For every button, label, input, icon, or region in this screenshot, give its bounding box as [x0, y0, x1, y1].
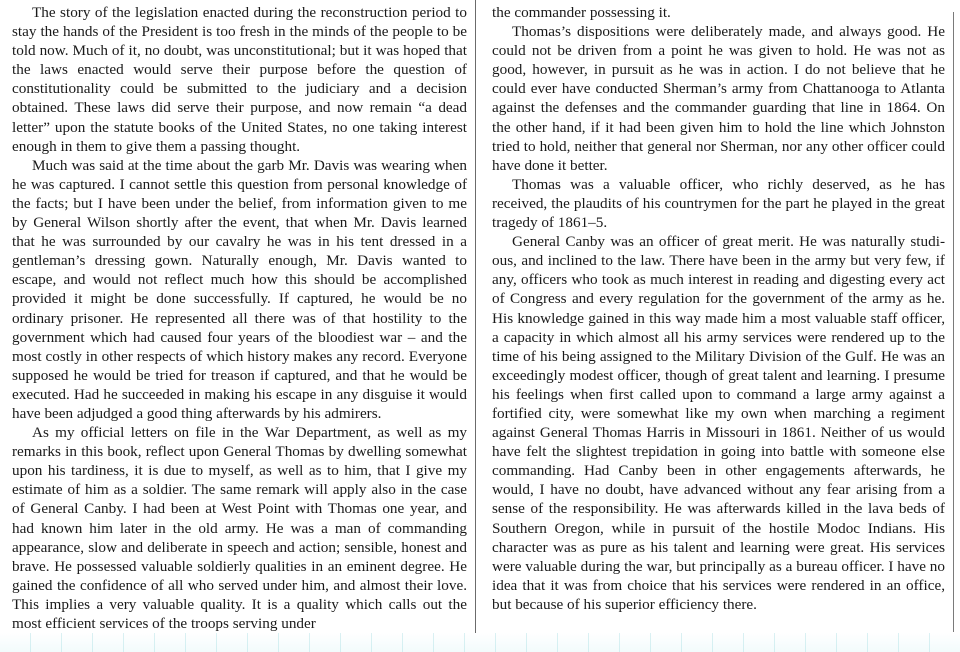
paragraph-thomas-dispositions: Thomas’s dispositions were deliberately made, and always good. He could not be driven from a point he was given to hold. He was not as good, however, in pursuit as he was in action. I do not believe that he could ever have conducted Sherman’s army from Chattanooga to Atlanta against the defenses and the commander guarding that line in 1864. On the other hand, if it had been given him to hold the line which Johnston tried to hold, neither that general nor Sherman, nor any other officer could have done it better. — [492, 23, 945, 174]
right-edge-rule — [953, 12, 954, 632]
paragraph-davis-capture: Much was said at the time about the garb Mr. Davis was wearing when he was captured. I cannot settle this question from personal knowledge of the facts; but I have been under the belief, from information given to me by General Wilson shortly after the event, that when Mr. Davis learned that he was surrounded by our cavalry he was in his tent dressed in a gentleman’s dressing gown. Naturally enough, Mr. Davis wanted to escape, and would not reflect much how this should be accomplished provided it might be done successfully. If captured, he would be no ordinary prisoner. He represented all there was of that hostility to the government which had caused four years of the bloodiest war – and the most costly in other respects of which history makes any record. Everyone supposed he would be tried for treason if captured, and that he would be executed. Had he succeeded in making his escape in any disguise it would have been adjudged a good thing afterwards by his admirers. — [12, 156, 467, 422]
column-divider-line — [475, 0, 476, 652]
paragraph-thomas-valuable-officer: Thomas was a valuable officer, who richly deserved, as he has received, the plaudits of his countrymen for the part he played in the great tragedy of 1861–5. — [492, 175, 945, 232]
paragraph-continuation: the commander possessing it. — [492, 4, 671, 21]
paragraph-general-canby: General Canby was an officer of great merit. He was naturally studious, and inclined to the law. There have been in the army but very few, if any, officers who took as much interest in reading and digesting every act of Congress and every regulation for the government of the army as he. His knowledge gained in this way made him a most valuable staff officer, a capacity in which almost all his army services were rendered up to the time of his being assigned to the Military Division of the Gulf. He was an exceedingly modest officer, though of great talent and learning. I presume his feelings when first called upon to command a large army against a fortified city, were somewhat like my own when marching a regiment against General Thomas Harris in Missouri in 1861. Neither of us would have felt the slightest trepidation in going into battle with someone else commanding. Had Canby been in other engagements afterwards, he would, I have no doubt, have advanced without any fear arising from a sense of the responsibility. He was afterwards killed in the lava beds of Southern Oregon, while in pursuit of the hostile Modoc Indians. His character was as pure as his talent and learning were great. His services were valuable during the war, but principally as a bureau officer. I have no idea that it was from choice that his services were rendered in an office, but because of his superior efficiency there. — [492, 233, 945, 613]
paragraph-reconstruction-legislation: The story of the legislation enacted during the reconstruction period to stay the hands of the President is too fresh in the minds of the people to be told now. Much of it, no doubt, was unconstitutional; but it was hoped that the laws enacted would serve their purpose before the question of constitutionality could be submitted to the judiciary and a decision obtained. These laws did serve their purpose, and now remain “a dead letter” upon the statute books of the United States, no one taking interest enough in them to give them a passing thought. — [12, 4, 467, 155]
scan-bottom-margin-band — [0, 633, 960, 652]
right-text-column — [492, 3, 945, 614]
paragraph-thomas-estimate: As my official letters on file in the War Department, as well as my remarks in this book, reflect upon General Thomas by dwelling somewhat upon his tardiness, it is due to myself, as well as to him, that I give my estimate of him as a soldier. The same remark will apply also in the case of General Canby. I had been at West Point with Thomas one year, and had known him later in the old army. He was a man of commanding appearance, slow and deliberate in speech and action; sensible, honest and brave. He possessed valuable soldierly qualities in an eminent degree. He gained the confidence of all who served under him, and almost their love. This implies a very valuable quality. It is a quality which calls out the most efficient services of the troops serving under — [12, 424, 467, 632]
left-text-column — [12, 3, 467, 633]
